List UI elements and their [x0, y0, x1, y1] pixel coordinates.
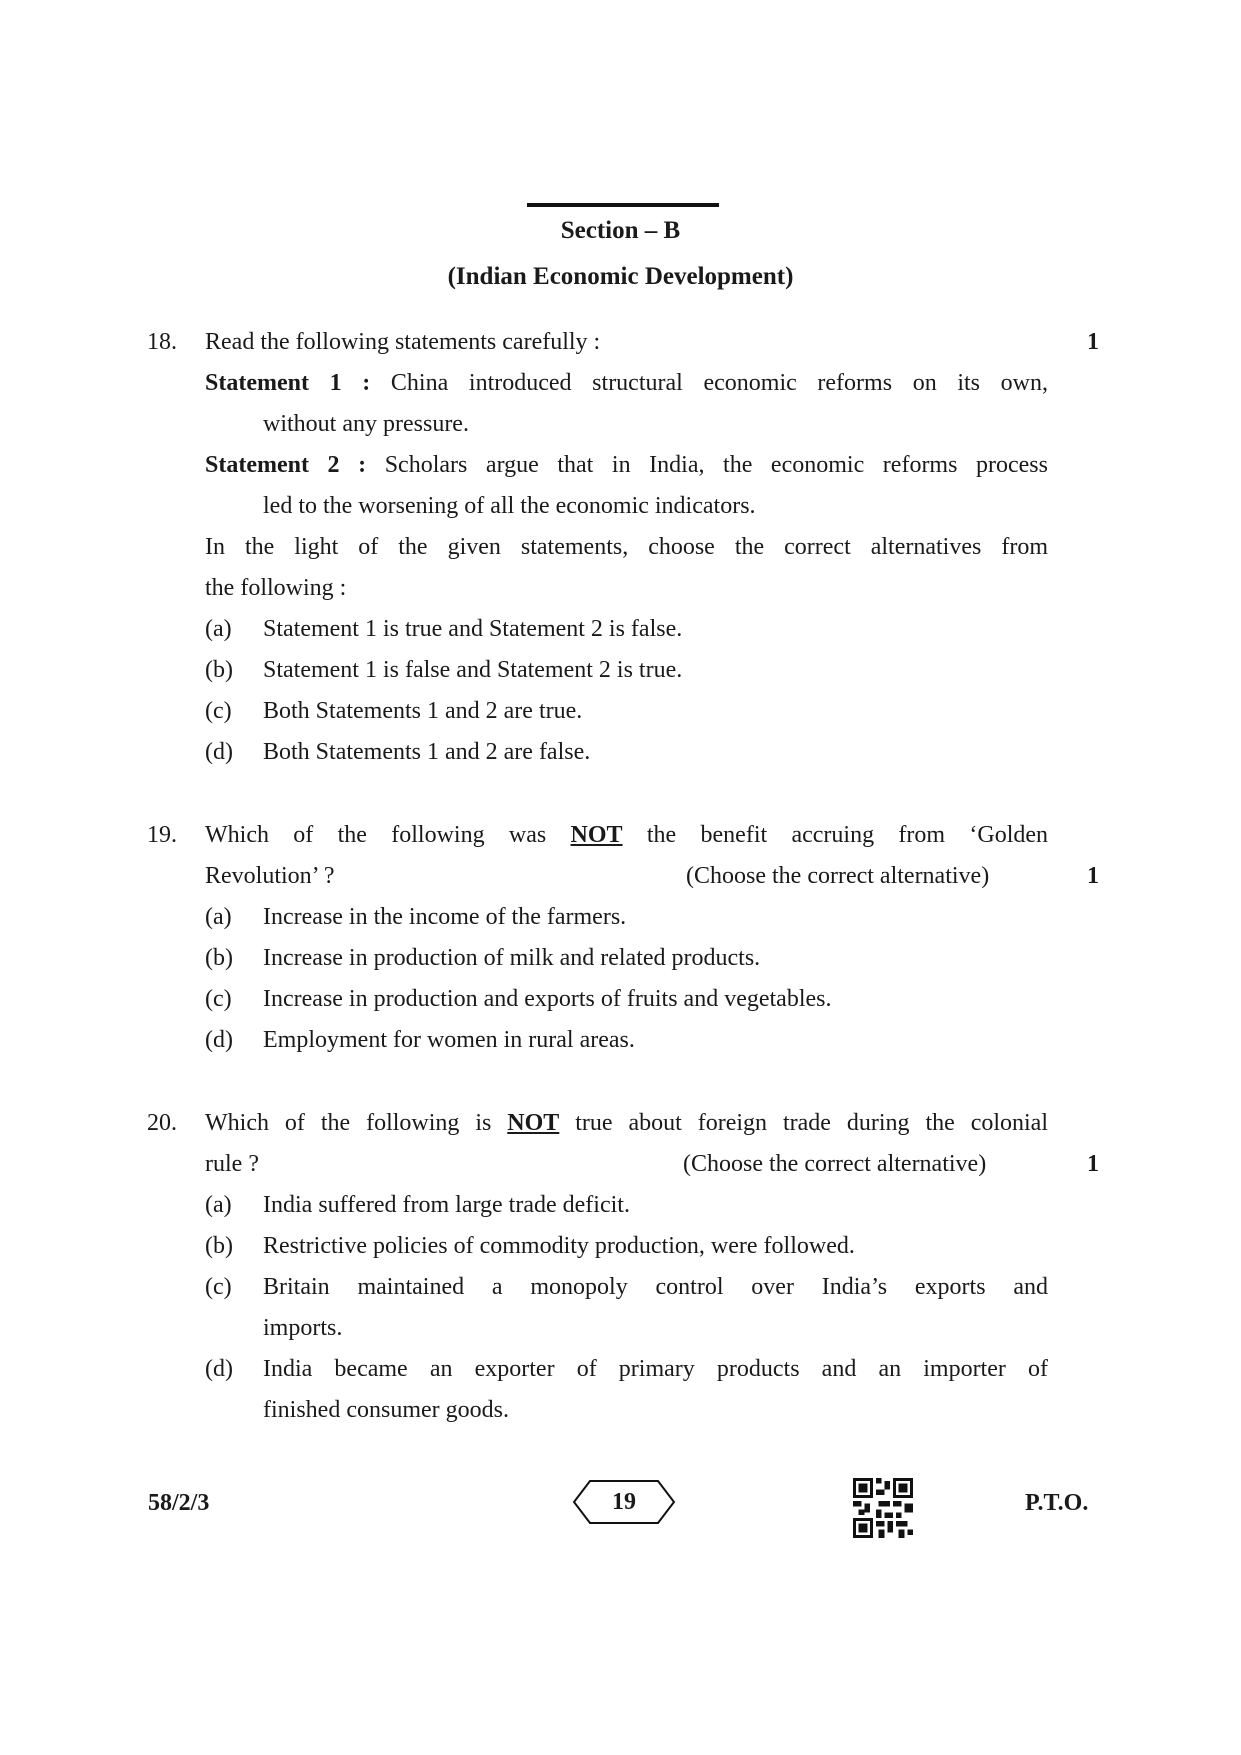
question-number: 19. [147, 822, 177, 848]
option-label: (a) [205, 1192, 232, 1218]
emphasis-not: NOT [570, 822, 623, 848]
option-b: Increase in production of milk and related products. [263, 945, 761, 971]
instruction-text: In the light of the given statements, choose the correct alternatives from [205, 534, 1048, 560]
option-a: India suffered from large trade deficit. [263, 1192, 630, 1218]
option-label: (d) [205, 1027, 233, 1053]
question-text-pre: Which of the following is [205, 1110, 492, 1136]
choose-hint: (Choose the correct alternative) [683, 1151, 987, 1177]
question-text-pre: Which of the following was [205, 822, 547, 848]
option-label: (b) [205, 945, 233, 971]
section-title: Section – B [560, 217, 681, 244]
option-d: Employment for women in rural areas. [263, 1027, 635, 1053]
option-label: (d) [205, 739, 233, 765]
statement-2-text: Scholars argue that in India, the economic reforms process [384, 452, 1048, 478]
statement-2-label: Statement 2 : [205, 452, 367, 478]
option-d: India became an exporter of primary products and an importer of [263, 1356, 1048, 1382]
option-d-cont: finished consumer goods. [263, 1397, 509, 1423]
option-c: Increase in production and exports of fruits and vegetables. [263, 986, 832, 1012]
question-text-post: true about foreign trade during the colonial [575, 1110, 1049, 1136]
option-label: (c) [205, 986, 232, 1012]
instruction-cont: the following : [205, 575, 347, 601]
marks: 1 [1087, 1151, 1099, 1177]
emphasis-not: NOT [507, 1110, 560, 1136]
option-label: (b) [205, 657, 233, 683]
question-text-cont: rule ? [205, 1151, 259, 1177]
section-subtitle: (Indian Economic Development) [447, 263, 794, 290]
paper-code: 58/2/3 [148, 1490, 210, 1516]
marks: 1 [1087, 329, 1099, 355]
option-d: Both Statements 1 and 2 are false. [263, 739, 591, 765]
statement-1-text: China introduced structural economic reforms on its own, [390, 370, 1049, 396]
option-c-cont: imports. [263, 1315, 343, 1341]
option-b: Restrictive policies of commodity production, were followed. [263, 1233, 855, 1259]
question-text: Read the following statements carefully : [205, 329, 601, 355]
question-number: 20. [147, 1110, 177, 1136]
option-label: (a) [205, 904, 232, 930]
question-text-cont: Revolution’ ? [205, 863, 335, 889]
question-text-post: the benefit accruing from ‘Golden [646, 822, 1049, 848]
option-c: Both Statements 1 and 2 are true. [263, 698, 583, 724]
qr-code-icon [853, 1478, 913, 1538]
option-a: Statement 1 is true and Statement 2 is false. [263, 616, 683, 642]
marks: 1 [1087, 863, 1099, 889]
choose-hint: (Choose the correct alternative) [686, 863, 990, 889]
option-a: Increase in the income of the farmers. [263, 904, 627, 930]
page-number: 19 [612, 1489, 636, 1515]
statement-1 [205, 368, 1048, 398]
question-text [205, 1108, 1048, 1138]
statement-1-label: Statement 1 : [205, 370, 371, 396]
statement-2 [205, 450, 1048, 480]
option-label: (b) [205, 1233, 233, 1259]
option-c: Britain maintained a monopoly control over India’s exports and [263, 1274, 1048, 1300]
question-text [205, 820, 1048, 850]
option-b: Statement 1 is false and Statement 2 is true. [263, 657, 683, 683]
statement-1-cont: without any pressure. [263, 411, 469, 437]
option-label: (d) [205, 1356, 233, 1382]
option-label: (a) [205, 616, 232, 642]
statement-2-cont: led to the worsening of all the economic indicators. [263, 493, 756, 519]
section-rule [527, 203, 719, 207]
question-number: 18. [147, 329, 177, 355]
option-label: (c) [205, 1274, 232, 1300]
pto-label: P.T.O. [1025, 1490, 1089, 1516]
option-label: (c) [205, 698, 232, 724]
